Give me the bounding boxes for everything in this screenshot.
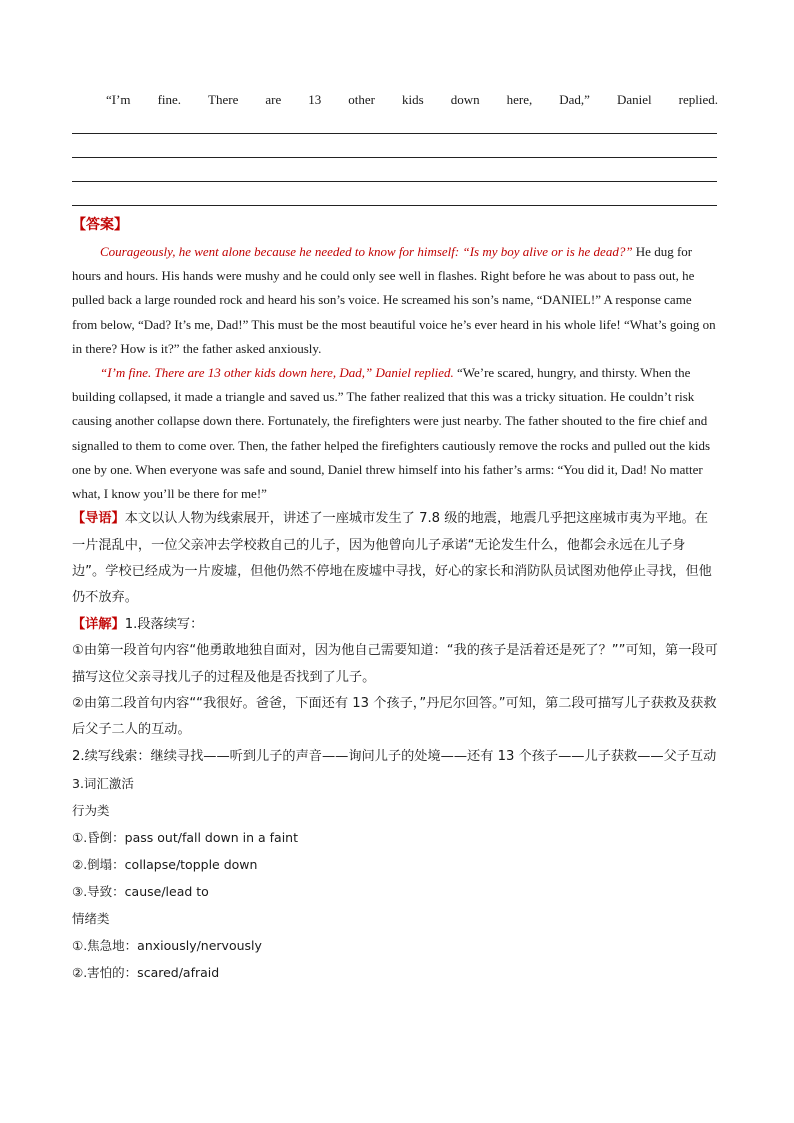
prompt-word: down (450, 92, 480, 107)
detail-item-2: ②由第二段首句内容““我很好。爸爸，下面还有 13 个孩子，”丹尼尔回答。”可知，第二段可描写儿子获救及获救后父子二人的互动。 (72, 696, 717, 738)
answer-paragraph-2-text: “We’re scared, hungry, and thirsty. When the building collapsed, it made a triangle and saved us.” The father realized that this was a tricky situation. He couldn’t risk causing another collapse down there. Fortunately, the firefighters were just nearby. The father shouted to the fire chief and signalled to them to come over. Then, the father helped the firefighters cautiously remove the rocks and pulled out the kids one by one. When everyone was safe and sound, Daniel threw himself into his father’s arms: “You did it, Dad! No matter what, I know you’ll be there for me!” (72, 365, 711, 502)
prompt-word: fine. (157, 92, 182, 107)
writing-line (72, 205, 717, 206)
prompt-word: other (348, 92, 375, 107)
detail-heading-text: 1.段落续写： (124, 616, 204, 632)
document-body (72, 240, 718, 986)
writing-line (72, 133, 717, 134)
detail-heading (72, 612, 718, 638)
prompt-word: There (208, 92, 239, 107)
vocab-item: ②.害怕的：scared/afraid (72, 965, 220, 981)
guide-text: 本文以认人物为线索展开，讲述了一座城市发生了 7.8 级的地震，地震几乎把这座城市夷为平地。在一片混乱中，一位父亲冲去学校救自己的儿子，因为他曾向儿子承诺“无论发生什么，他都会永远在儿子身边”。学校已经成为一片废墟，但他仍然不停地在废墟中寻找，好心的家长和消防队员试图劝他停止寻找，但他仍不放弃。 (72, 511, 712, 606)
vocab-category-1: 行为类 (72, 803, 110, 819)
answer-paragraph-1-text: He dug for hours and hours. His hands were mushy and he could only see well in flashes. Right before he was about to pass out, he pulled back a large rounded rock and heard his son’s voice. He screamed his son’s name, “DANIEL!” A response came from below, “Dad? It’s me, Dad!” This must be the most beautiful voice he’s ever heard in his whole life! “What’s going on in there? How is it?” the father asked anxiously. (72, 244, 716, 356)
vocab-item: ②.倒塌：collapse/topple down (72, 857, 258, 873)
answer-paragraph-2-lead: “I’m fine. There are 13 other kids down here, Dad,” Daniel replied. (100, 365, 454, 381)
prompt-word: are (265, 92, 282, 107)
answer-paragraph-2 (72, 361, 718, 506)
guide-label: 【导语】 (72, 511, 125, 527)
prompt-word: Dad,” (559, 92, 590, 107)
prompt-word: kids (402, 92, 424, 107)
answer-paragraph-1-lead: Courageously, he went alone because he needed to know for himself: “Is my boy alive or is he dead?” (100, 244, 633, 259)
vocab-item: ①.昏倒：pass out/fall down in a faint (72, 830, 298, 846)
prompt-word: replied. (678, 92, 718, 107)
vocab-heading: 3.词汇激活 (72, 776, 134, 792)
vocab-item: ③.导致：cause/lead to (72, 884, 209, 900)
writing-line (72, 181, 717, 182)
guide-paragraph (72, 506, 718, 612)
detail-clues: 2.续写线索：继续寻找——听到儿子的声音——询问儿子的处境——还有 13 个孩子——儿子获救——父子互动 (72, 748, 717, 764)
vocab-item: ①.焦急地：anxiously/nervously (72, 938, 262, 954)
answer-paragraph-1 (72, 240, 718, 361)
writing-line (72, 157, 717, 158)
prompt-word: here, (506, 92, 533, 107)
answer-heading: 【答案】 (72, 217, 128, 233)
prompt-word: 13 (308, 92, 322, 107)
detail-item-1: ①由第一段首句内容“他勇敢地独自面对，因为他自己需要知道：“我的孩子是活着还是死了？””可知，第一段可描写这位父亲寻找儿子的过程及他是否找到了儿子。 (72, 643, 718, 685)
detail-label: 【详解】 (72, 616, 125, 632)
continuation-prompt (106, 92, 718, 108)
vocab-category-2: 情绪类 (72, 911, 110, 927)
prompt-word: Daniel (616, 92, 652, 107)
prompt-word: “I’m (106, 92, 131, 107)
